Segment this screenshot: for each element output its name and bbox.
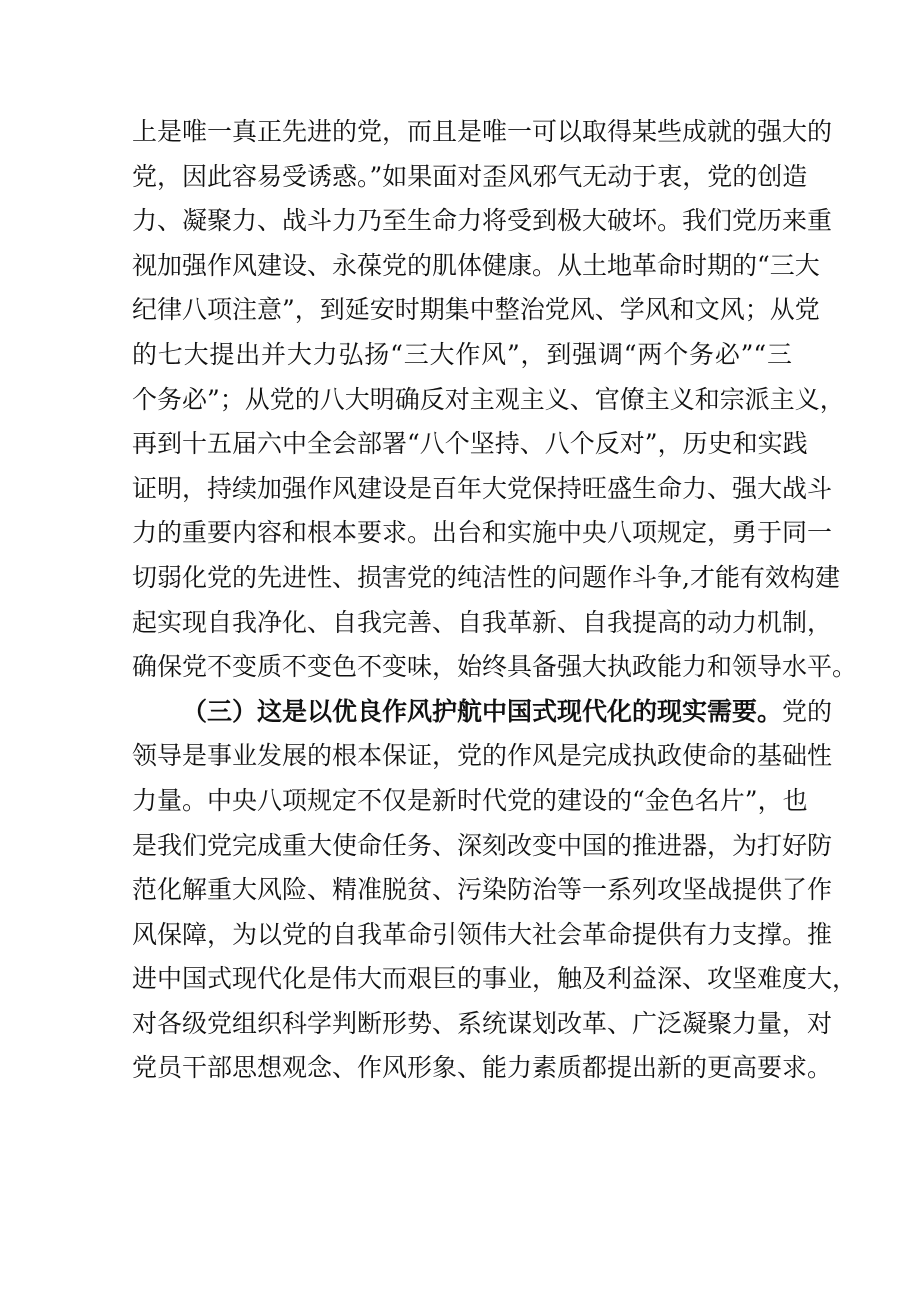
text-line: 风保障，为以党的自我革命引领伟大社会革命提供有力支撑。推 xyxy=(132,919,833,949)
body-text xyxy=(132,110,858,1091)
text-line: 是我们党完成重大使命任务、深刻改变中国的推进器，为打好防 xyxy=(132,830,833,860)
text-line: 切弱化党的先进性、损害党的纯洁性的问题作斗争,才能有效构建 xyxy=(132,562,840,592)
text-line: 起实现自我净化、自我完善、自我革新、自我提高的动力机制， xyxy=(132,607,833,637)
text-line: 党员干部思想观念、作风形象、能力素质都提出新的更高要求。 xyxy=(132,1053,833,1083)
text-line: 再到十五届六中全会部署“八个坚持、八个反对”，历史和实践 xyxy=(132,429,808,459)
text-line: 上是唯一真正先进的党，而且是唯一可以取得某些成就的强大的 xyxy=(132,117,833,146)
text-line: 领导是事业发展的根本保证，党的作风是完成执政使命的基础性 xyxy=(132,741,833,771)
text-line: 力的重要内容和根本要求。出台和实施中央八项规定，勇于同一 xyxy=(132,518,833,548)
text-line: 进中国式现代化是伟大而艰巨的事业，触及利益深、攻坚难度大， xyxy=(132,964,858,994)
text-line: 证明，持续加强作风建设是百年大党保持旺盛生命力、强大战斗 xyxy=(132,473,833,503)
text-line: 党，因此容易受诱惑。”如果面对歪风邪气无动于衷，党的创造 xyxy=(132,161,808,191)
section-heading: （三）这是以优良作风护航中国式现代化的现实需要。 xyxy=(182,696,783,726)
text-line: 力量。中央八项规定不仅是新时代党的建设的“金色名片”，也 xyxy=(132,785,808,815)
text-line: 视加强作风建设、永葆党的肌体健康。从土地革命时期的“三大 xyxy=(132,250,820,280)
paragraph-2-first-line xyxy=(132,690,833,735)
paragraph-1 xyxy=(132,110,858,690)
text-line: 确保党不变质不变色不变味，始终具备强大执政能力和领导水平。 xyxy=(132,652,858,682)
text-line: 纪律八项注意”，到延安时期集中整治党风、学风和文风；从党 xyxy=(132,295,820,325)
text-line: 的七大提出并大力弘扬“三大作风”，到强调“两个务必”“三 xyxy=(132,339,792,369)
text-run: 党的 xyxy=(782,696,833,726)
paragraph-2 xyxy=(132,690,858,1091)
text-line: 个务必”；从党的八大明确反对主观主义、官僚主义和宗派主义， xyxy=(132,384,845,414)
text-line: 对各级党组织科学判断形势、系统谋划改革、广泛凝聚力量，对 xyxy=(132,1008,833,1038)
text-line: 范化解重大风险、精准脱贫、污染防治等一系列攻坚战提供了作 xyxy=(132,875,833,905)
text-line: 力、凝聚力、战斗力乃至生命力将受到极大破坏。我们党历来重 xyxy=(132,206,833,236)
